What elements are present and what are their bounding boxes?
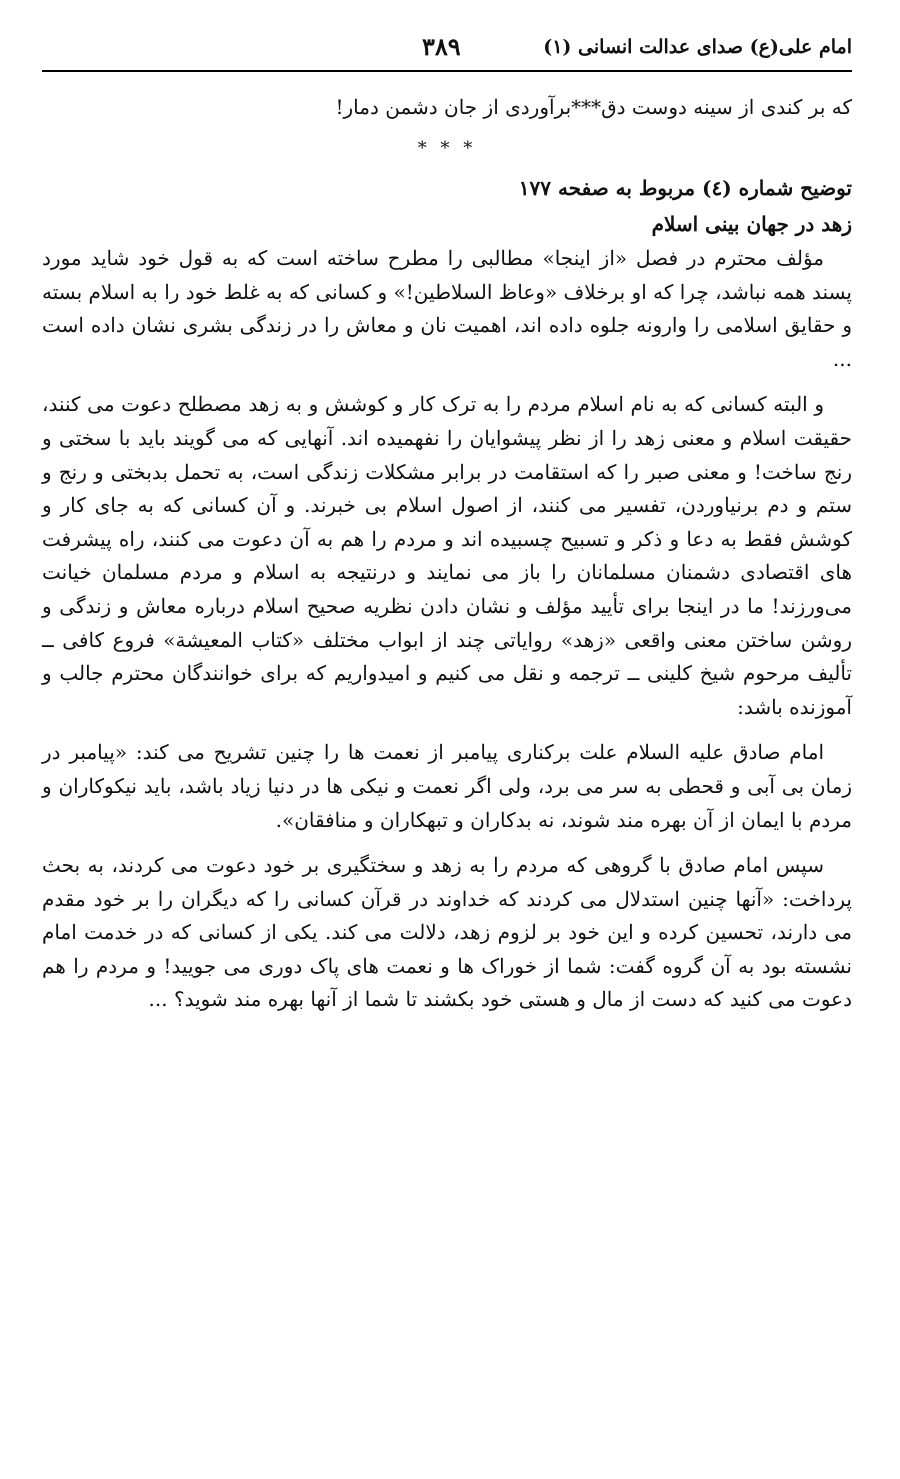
paragraph-imam-sadiq-prophet: امام صادق علیه السلام علت برکناری پیامبر از نعمت ها را چنین تشریح می کند: «پیامبر در زمان بی آبی و قحطی به سر می برد، ولی اگر نعمت و نیکی ها در دنیا زیاد باشد، باید نیکوکاران و مردم با ایمان از آن بهره مند شوند، نه بدکاران و تبهکاران و منافقان». [42, 740, 852, 832]
page-number: ۳۸۹ [422, 32, 461, 61]
section-heading: زهد در جهان بینی اسلام [651, 212, 852, 236]
note-heading: توضیح شماره (٤) مربوط به صفحه ۱۷۷ [518, 176, 852, 200]
header-title: امام علی(ع) صدای عدالت انسانی (۱) [543, 36, 852, 58]
paragraph-imam-sadiq-debate: سپس امام صادق با گروهی که مردم را به زهد و سختگیری بر خود دعوت می کردند، به بحث پرداخت: «آنها چنین استدلال می کردند که خداوند در قرآن کسانی را که دیگران را بر خود مقدم می دارند، تحسین کرده و این خود بر لزوم زهد، دلالت می کند. یکی از کسانی که در خدمت امام نشسته بود به آن گروه گفت: شما از خوراک ها و نعمت های پاک دوری می جویید! و مردم را هم دعوت می کنید که دست از مال و هستی خود بکشند تا شما از آنها بهره مند شوید؟ ... [42, 853, 852, 1012]
asterisk-separator: * * * [417, 138, 477, 159]
poem-verse: که بر کندی از سینه دوست دق***برآوردی از جان دشمن دمار! [335, 95, 852, 119]
paragraph-zuhd-explanation: و البته کسانی که به نام اسلام مردم را به ترک کار و کوشش و به زهد مصطلح دعوت می کنند، حقیقت اسلام و معنی زهد را از نظر پیشوایان را نفهمیده اند. آنهایی که می گویند باید با سختی و رنج ساخت! و معنی صبر را که استقامت در برابر مشکلات زندگی است، به تحمل بدبختی و رنج و ستم و دم برنیاوردن، تفسیر می کنند، از اصول اسلام بی خبرند. و آن کسانی که به جای کار و کوشش فقط به دعا و ذکر و تسبیح چسبیده اند و مردم را هم به آن دعوت می کنند، راه پیشرفت های اقتصادی دشمنان مسلمانان را باز می نمایند و درنتیجه به اسلام و مردم مسلمان خیانت می‌ورزند! ما در اینجا برای تأیید مؤلف و نشان دادن نظریه صحیح اسلام درباره معاش و زندگی و روشن ساختن معنی واقعی «زهد» روایاتی چند از ابواب مختلف «کتاب المعیشة» فروع کافی ــ تألیف مرحوم شیخ کلینی ــ ترجمه و نقل می کنیم و امیدواریم که برای خوانندگان محترم جالب و آموزنده باشد: [42, 392, 852, 719]
book-page [42, 32, 852, 1029]
running-header [42, 32, 852, 72]
paragraph-intro: مؤلف محترم در فصل «از اینجا» مطالبی را مطرح ساخته است که به قول خود شاید مورد پسند همه نباشد، چرا که او برخلاف «وعاظ السلاطین!» و کسانی که به غلط خود را به اسلام بسته و حقایق اسلامی را وارونه جلوه داده اند، اهمیت نان و معاش را در زندگی بشری نشان داده است ... [42, 246, 852, 371]
